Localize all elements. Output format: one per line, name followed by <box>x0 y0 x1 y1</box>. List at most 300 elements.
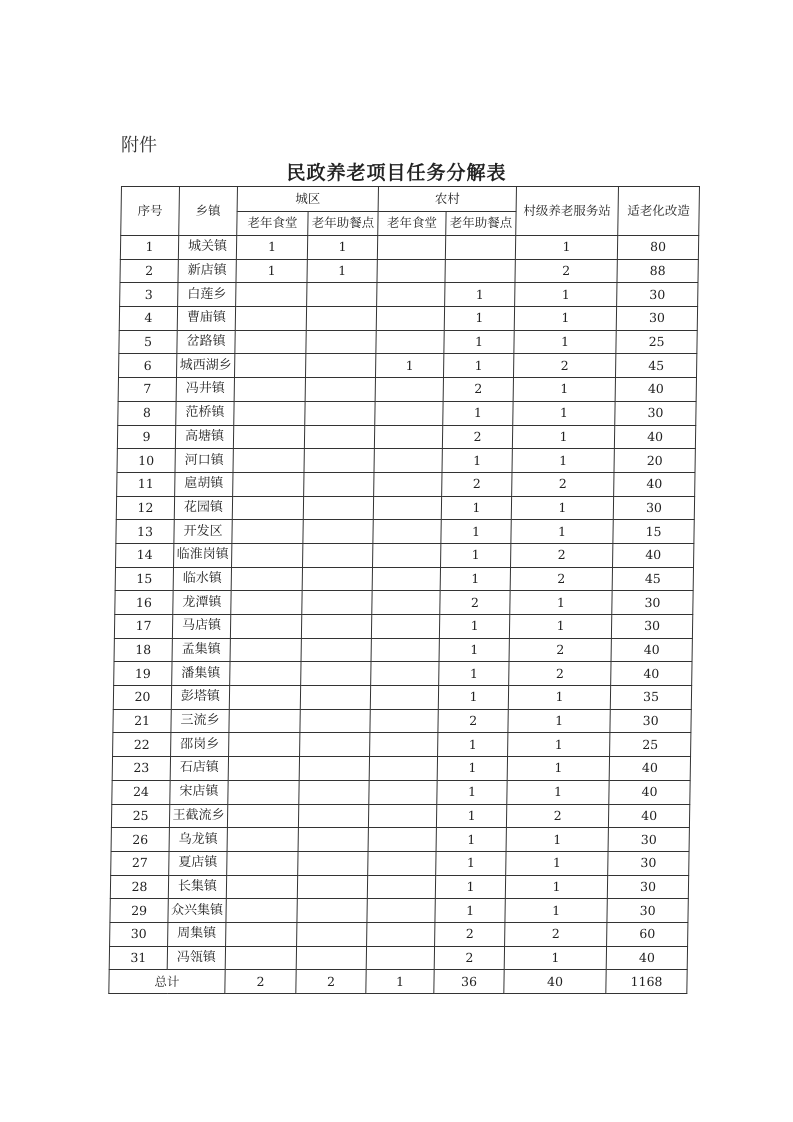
rural-canteen-cell <box>370 709 438 733</box>
header-rural-meal-point: 老年助餐点 <box>446 211 516 236</box>
header-row-1 <box>121 187 699 212</box>
rural-meal-point-cell: 1 <box>436 804 506 828</box>
rural-meal-point-cell: 1 <box>441 543 511 567</box>
header-town: 乡镇 <box>179 187 238 236</box>
urban-meal-point-cell <box>300 709 370 733</box>
aging-renovation-cell: 40 <box>609 757 690 781</box>
table-row <box>120 259 698 283</box>
urban-canteen-cell <box>227 804 298 828</box>
village-station-cell: 1 <box>507 757 609 781</box>
urban-meal-point-cell <box>306 330 376 354</box>
row-no-cell: 20 <box>113 686 171 710</box>
rural-meal-point-cell: 1 <box>437 757 507 781</box>
village-station-cell: 1 <box>506 828 608 852</box>
town-name-cell: 岔路镇 <box>177 330 235 354</box>
row-no-cell: 3 <box>120 283 178 307</box>
header-rural: 农村 <box>378 187 516 212</box>
table-row <box>116 543 694 567</box>
row-no-cell: 26 <box>111 828 169 852</box>
urban-meal-point-cell <box>301 615 371 639</box>
urban-canteen-cell <box>225 946 296 970</box>
rural-meal-point-cell <box>445 259 515 283</box>
town-name-cell: 龙潭镇 <box>173 591 231 615</box>
urban-canteen-cell <box>228 780 299 804</box>
rural-canteen-cell <box>371 638 439 662</box>
town-name-cell: 花园镇 <box>174 496 232 520</box>
urban-canteen-cell <box>229 686 300 710</box>
rural-canteen-cell <box>370 733 438 757</box>
rural-meal-point-cell: 1 <box>444 330 514 354</box>
village-station-cell: 2 <box>509 638 611 662</box>
urban-canteen-cell <box>229 733 300 757</box>
urban-canteen-cell <box>226 922 297 946</box>
urban-meal-point-cell <box>299 780 369 804</box>
town-name-cell: 潘集镇 <box>172 662 230 686</box>
table-row <box>111 804 689 828</box>
urban-canteen-cell <box>235 307 306 331</box>
urban-meal-point-cell <box>297 922 367 946</box>
village-station-cell: 1 <box>508 686 610 710</box>
row-no-cell: 25 <box>111 804 169 828</box>
rural-canteen-cell <box>374 425 442 449</box>
village-station-cell: 1 <box>508 709 610 733</box>
rural-meal-point-cell: 1 <box>443 401 513 425</box>
urban-canteen-cell <box>227 851 298 875</box>
aging-renovation-cell: 40 <box>611 662 692 686</box>
village-station-cell: 2 <box>505 922 607 946</box>
rural-canteen-cell <box>377 236 445 260</box>
table-row <box>115 591 693 615</box>
rural-canteen-cell <box>376 330 444 354</box>
urban-meal-point-cell <box>303 543 373 567</box>
header-aging-renovation: 适老化改造 <box>618 187 700 236</box>
row-no-cell: 31 <box>109 946 167 970</box>
urban-meal-point-cell <box>307 283 377 307</box>
village-station-cell: 2 <box>511 543 613 567</box>
row-no-cell: 12 <box>116 496 174 520</box>
village-station-cell: 2 <box>512 472 614 496</box>
row-no-cell: 8 <box>118 401 176 425</box>
table-row <box>117 425 695 449</box>
rural-canteen-cell <box>367 875 435 899</box>
urban-meal-point-cell <box>304 449 374 473</box>
total-row <box>109 970 687 994</box>
village-station-cell: 1 <box>514 307 616 331</box>
rural-canteen-cell <box>370 686 438 710</box>
total-urban-canteen-cell: 2 <box>225 970 296 994</box>
town-name-cell: 范桥镇 <box>176 401 234 425</box>
rural-meal-point-cell: 1 <box>438 686 508 710</box>
village-station-cell: 1 <box>504 946 606 970</box>
town-name-cell: 马店镇 <box>172 615 230 639</box>
urban-meal-point-cell <box>301 662 371 686</box>
row-no-cell: 11 <box>117 472 175 496</box>
table-row <box>112 757 690 781</box>
town-name-cell: 孟集镇 <box>172 638 230 662</box>
rural-canteen-cell <box>369 780 437 804</box>
urban-canteen-cell <box>234 354 305 378</box>
aging-renovation-cell: 30 <box>607 899 688 923</box>
rural-canteen-cell <box>374 449 442 473</box>
urban-meal-point-cell <box>299 757 369 781</box>
aging-renovation-cell: 30 <box>611 615 692 639</box>
table-row <box>109 946 687 970</box>
urban-canteen-cell <box>232 520 303 544</box>
village-station-cell: 1 <box>508 733 610 757</box>
urban-canteen-cell <box>226 875 297 899</box>
rural-meal-point-cell: 1 <box>435 899 505 923</box>
urban-meal-point-cell <box>303 496 373 520</box>
village-station-cell: 1 <box>515 283 617 307</box>
aging-renovation-cell: 40 <box>614 425 695 449</box>
row-no-cell: 27 <box>111 851 169 875</box>
town-name-cell: 长集镇 <box>168 875 226 899</box>
aging-renovation-cell: 15 <box>613 520 694 544</box>
total-urban-meal-point-cell: 2 <box>296 970 366 994</box>
aging-renovation-cell: 30 <box>615 401 696 425</box>
urban-canteen-cell <box>234 401 305 425</box>
urban-canteen-cell <box>235 330 306 354</box>
urban-canteen-cell <box>232 496 303 520</box>
rural-meal-point-cell: 2 <box>442 425 512 449</box>
row-no-cell: 10 <box>117 449 175 473</box>
rural-canteen-cell <box>375 401 443 425</box>
village-station-cell: 1 <box>507 780 609 804</box>
total-village-station-cell: 40 <box>504 970 606 994</box>
urban-meal-point-cell: 1 <box>307 259 377 283</box>
row-no-cell: 30 <box>110 922 168 946</box>
row-no-cell: 2 <box>120 259 178 283</box>
village-station-cell: 2 <box>506 804 608 828</box>
table-row <box>117 472 695 496</box>
row-no-cell: 5 <box>119 330 177 354</box>
aging-renovation-cell: 40 <box>608 804 689 828</box>
row-no-cell: 7 <box>118 378 176 402</box>
table-row <box>119 307 697 331</box>
rural-canteen-cell <box>367 899 435 923</box>
rural-meal-point-cell: 1 <box>437 780 507 804</box>
total-aging-renovation-cell: 1168 <box>606 970 687 994</box>
village-station-cell: 1 <box>512 449 614 473</box>
rural-meal-point-cell: 1 <box>442 449 512 473</box>
aging-renovation-cell: 30 <box>607 875 688 899</box>
village-station-cell: 2 <box>515 259 617 283</box>
town-name-cell: 乌龙镇 <box>169 828 227 852</box>
table-body <box>109 236 699 970</box>
urban-canteen-cell <box>233 425 304 449</box>
row-no-cell: 19 <box>114 662 172 686</box>
table-row <box>110 922 688 946</box>
village-station-cell: 1 <box>511 496 613 520</box>
table-row <box>114 615 692 639</box>
aging-renovation-cell: 80 <box>617 236 698 260</box>
urban-meal-point-cell <box>296 946 366 970</box>
rural-meal-point-cell: 1 <box>439 638 509 662</box>
rural-meal-point-cell: 2 <box>442 472 512 496</box>
rural-canteen-cell <box>376 307 444 331</box>
town-name-cell: 新店镇 <box>178 259 236 283</box>
aging-renovation-cell: 40 <box>609 780 690 804</box>
urban-canteen-cell <box>228 757 299 781</box>
urban-meal-point-cell <box>302 591 372 615</box>
urban-canteen-cell: 1 <box>236 259 307 283</box>
table-row <box>114 638 692 662</box>
rural-canteen-cell <box>366 946 434 970</box>
row-no-cell: 22 <box>113 733 171 757</box>
village-station-cell: 1 <box>511 520 613 544</box>
table-row <box>120 283 698 307</box>
urban-canteen-cell <box>231 591 302 615</box>
rural-meal-point-cell: 1 <box>441 496 511 520</box>
rural-canteen-cell <box>373 496 441 520</box>
rural-canteen-cell <box>377 259 445 283</box>
row-no-cell: 16 <box>115 591 173 615</box>
town-name-cell: 王截流乡 <box>169 804 227 828</box>
town-name-cell: 白莲乡 <box>178 283 236 307</box>
town-name-cell: 开发区 <box>174 520 232 544</box>
aging-renovation-cell: 30 <box>616 307 697 331</box>
urban-meal-point-cell <box>304 472 374 496</box>
town-name-cell: 宋店镇 <box>170 780 228 804</box>
urban-meal-point-cell <box>301 638 371 662</box>
town-name-cell: 城关镇 <box>178 236 236 260</box>
village-station-cell: 1 <box>505 899 607 923</box>
rural-canteen-cell <box>368 851 436 875</box>
village-station-cell: 1 <box>505 875 607 899</box>
urban-canteen-cell <box>233 472 304 496</box>
urban-canteen-cell <box>230 662 301 686</box>
row-no-cell: 28 <box>110 875 168 899</box>
aging-renovation-cell: 45 <box>616 354 697 378</box>
aging-renovation-cell: 40 <box>615 378 696 402</box>
town-name-cell: 冯井镇 <box>176 378 234 402</box>
table-row <box>118 378 696 402</box>
urban-canteen-cell <box>232 543 303 567</box>
village-station-cell: 1 <box>512 425 614 449</box>
rural-meal-point-cell: 1 <box>436 828 506 852</box>
aging-renovation-cell: 30 <box>608 851 689 875</box>
village-station-cell: 1 <box>514 330 616 354</box>
town-name-cell: 众兴集镇 <box>168 899 226 923</box>
rural-meal-point-cell: 1 <box>435 875 505 899</box>
town-name-cell: 河口镇 <box>175 449 233 473</box>
rural-canteen-cell <box>371 615 439 639</box>
village-station-cell: 2 <box>510 567 612 591</box>
rural-meal-point-cell: 1 <box>436 851 506 875</box>
urban-canteen-cell <box>230 638 301 662</box>
village-station-cell: 1 <box>515 236 617 260</box>
village-station-cell: 1 <box>513 401 615 425</box>
table-row <box>114 662 692 686</box>
table-row <box>110 899 688 923</box>
urban-meal-point-cell <box>298 851 368 875</box>
town-name-cell: 曹庙镇 <box>177 307 235 331</box>
aging-renovation-cell: 35 <box>610 686 691 710</box>
table-row <box>113 686 691 710</box>
rural-canteen-cell <box>367 922 435 946</box>
urban-meal-point-cell <box>298 828 368 852</box>
town-name-cell: 邵岗乡 <box>171 733 229 757</box>
rural-meal-point-cell <box>445 236 515 260</box>
town-name-cell: 临水镇 <box>173 567 231 591</box>
aging-renovation-cell: 40 <box>611 638 692 662</box>
table-row <box>116 520 694 544</box>
aging-renovation-cell: 25 <box>616 330 697 354</box>
rural-canteen-cell <box>368 804 436 828</box>
total-rural-meal-point-cell: 36 <box>434 970 504 994</box>
aging-renovation-cell: 40 <box>606 946 687 970</box>
aging-renovation-cell: 20 <box>614 449 695 473</box>
urban-canteen-cell <box>229 709 300 733</box>
total-rural-canteen-cell: 1 <box>366 970 434 994</box>
town-name-cell: 冯瓴镇 <box>167 946 225 970</box>
attachment-label: 附件 <box>121 135 157 156</box>
village-station-cell: 1 <box>513 378 615 402</box>
urban-meal-point-cell <box>305 401 375 425</box>
urban-meal-point-cell: 1 <box>307 236 377 260</box>
aging-renovation-cell: 30 <box>610 709 691 733</box>
urban-meal-point-cell <box>298 804 368 828</box>
table-row <box>118 354 696 378</box>
rural-canteen-cell <box>373 520 441 544</box>
rural-canteen-cell <box>372 567 440 591</box>
village-station-cell: 2 <box>509 662 611 686</box>
rural-meal-point-cell: 2 <box>443 378 513 402</box>
town-name-cell: 城西湖乡 <box>176 354 234 378</box>
header-urban: 城区 <box>237 187 378 212</box>
rural-canteen-cell <box>377 283 445 307</box>
row-no-cell: 24 <box>112 780 170 804</box>
aging-renovation-cell: 60 <box>607 922 688 946</box>
village-station-cell: 1 <box>510 591 612 615</box>
row-no-cell: 13 <box>116 520 174 544</box>
rural-meal-point-cell: 2 <box>440 591 510 615</box>
rural-meal-point-cell: 2 <box>438 709 508 733</box>
header-village-station: 村级养老服务站 <box>516 187 619 236</box>
rural-meal-point-cell: 1 <box>438 733 508 757</box>
town-name-cell: 高塘镇 <box>175 425 233 449</box>
urban-canteen-cell <box>227 828 298 852</box>
town-name-cell: 临淮岗镇 <box>174 543 232 567</box>
town-name-cell: 彭塔镇 <box>171 686 229 710</box>
urban-meal-point-cell <box>305 378 375 402</box>
row-no-cell: 29 <box>110 899 168 923</box>
urban-canteen-cell <box>230 615 301 639</box>
rural-canteen-cell <box>375 378 443 402</box>
row-no-cell: 1 <box>120 236 178 260</box>
header-no: 序号 <box>121 187 180 236</box>
rural-meal-point-cell: 1 <box>439 662 509 686</box>
table-row <box>113 733 691 757</box>
rural-canteen-cell <box>369 757 437 781</box>
town-name-cell: 夏店镇 <box>169 851 227 875</box>
urban-canteen-cell <box>233 449 304 473</box>
village-station-cell: 1 <box>509 615 611 639</box>
rural-canteen-cell <box>374 472 442 496</box>
table-row <box>117 449 695 473</box>
document-title: 民政养老项目任务分解表 <box>286 162 507 184</box>
row-no-cell: 15 <box>115 567 173 591</box>
urban-meal-point-cell <box>303 520 373 544</box>
table-row <box>118 401 696 425</box>
table-row <box>116 496 694 520</box>
rural-canteen-cell <box>373 543 441 567</box>
row-no-cell: 4 <box>119 307 177 331</box>
urban-canteen-cell <box>226 899 297 923</box>
table-row <box>111 828 689 852</box>
rural-canteen-cell: 1 <box>376 354 444 378</box>
urban-meal-point-cell <box>302 567 372 591</box>
rural-meal-point-cell: 2 <box>434 946 504 970</box>
urban-meal-point-cell <box>305 354 375 378</box>
table-row <box>113 709 691 733</box>
table-row <box>119 330 697 354</box>
aging-renovation-cell: 40 <box>613 543 694 567</box>
header-urban-canteen: 老年食堂 <box>237 211 308 236</box>
aging-renovation-cell: 30 <box>617 283 698 307</box>
urban-meal-point-cell <box>297 899 367 923</box>
row-no-cell: 14 <box>116 543 174 567</box>
town-name-cell: 石店镇 <box>170 757 228 781</box>
total-label: 总计 <box>109 970 225 994</box>
rural-meal-point-cell: 1 <box>439 615 509 639</box>
aging-renovation-cell: 30 <box>608 828 689 852</box>
aging-renovation-cell: 40 <box>614 472 695 496</box>
urban-meal-point-cell <box>304 425 374 449</box>
urban-meal-point-cell <box>300 733 370 757</box>
table-row <box>111 851 689 875</box>
urban-meal-point-cell <box>306 307 376 331</box>
rural-meal-point-cell: 1 <box>444 354 514 378</box>
row-no-cell: 18 <box>114 638 172 662</box>
town-name-cell: 周集镇 <box>168 922 226 946</box>
aging-renovation-cell: 30 <box>613 496 694 520</box>
urban-canteen-cell: 1 <box>236 236 307 260</box>
table-row <box>110 875 688 899</box>
rural-canteen-cell <box>372 591 440 615</box>
urban-meal-point-cell <box>297 875 367 899</box>
aging-renovation-cell: 88 <box>617 259 698 283</box>
table-row <box>115 567 693 591</box>
aging-renovation-cell: 30 <box>612 591 693 615</box>
row-no-cell: 6 <box>118 354 176 378</box>
rural-meal-point-cell: 1 <box>440 567 510 591</box>
town-name-cell: 三流乡 <box>171 709 229 733</box>
header-rural-canteen: 老年食堂 <box>378 211 446 236</box>
village-station-cell: 1 <box>506 851 608 875</box>
aging-renovation-cell: 45 <box>612 567 693 591</box>
rural-canteen-cell <box>371 662 439 686</box>
table-row <box>112 780 690 804</box>
rural-meal-point-cell: 1 <box>444 307 514 331</box>
urban-canteen-cell <box>231 567 302 591</box>
urban-meal-point-cell <box>300 686 370 710</box>
town-name-cell: 扈胡镇 <box>175 472 233 496</box>
task-breakdown-table <box>108 186 700 994</box>
rural-meal-point-cell: 2 <box>435 922 505 946</box>
rural-meal-point-cell: 1 <box>441 520 511 544</box>
table-row <box>120 236 698 260</box>
rural-canteen-cell <box>368 828 436 852</box>
urban-canteen-cell <box>236 283 307 307</box>
row-no-cell: 21 <box>113 709 171 733</box>
header-urban-meal-point: 老年助餐点 <box>308 211 378 236</box>
urban-canteen-cell <box>234 378 305 402</box>
row-no-cell: 23 <box>112 757 170 781</box>
village-station-cell: 2 <box>514 354 616 378</box>
row-no-cell: 9 <box>117 425 175 449</box>
row-no-cell: 17 <box>114 615 172 639</box>
